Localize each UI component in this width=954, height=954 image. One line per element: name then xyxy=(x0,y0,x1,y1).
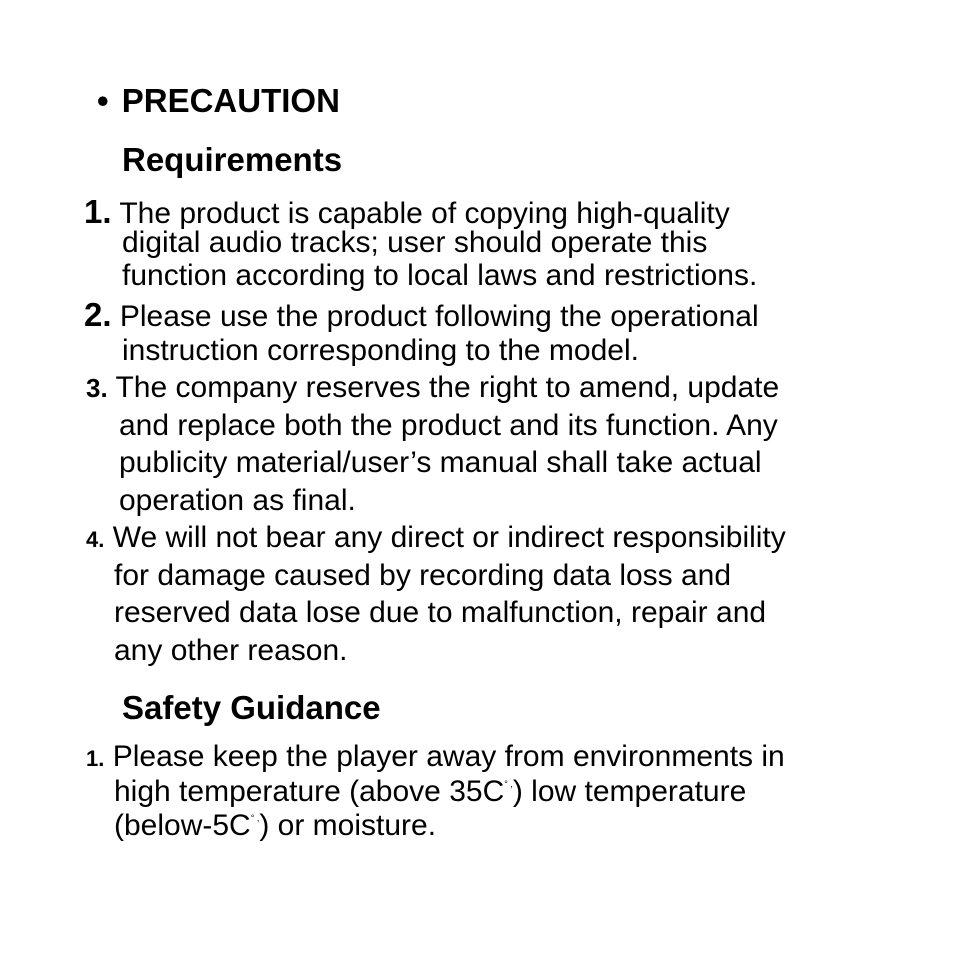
requirement-item-4-line-4: any other reason. xyxy=(114,634,348,667)
requirement-item-3-line-1 xyxy=(86,373,779,403)
item-text: We will not bear any direct or indirect responsibility xyxy=(112,521,786,554)
bullet: • xyxy=(97,82,109,119)
item-text: The product is capable of copying high-quality xyxy=(119,197,730,230)
requirement-item-1-line-2: digital audio tracks; user should operate this xyxy=(122,226,708,259)
item-number: 3. xyxy=(86,373,108,403)
item-number: 2. xyxy=(84,296,112,333)
requirement-item-1-line-3: function according to local laws and restrictions. xyxy=(122,259,758,292)
item-text: Please keep the player away from environments in xyxy=(112,740,785,773)
degree-symbol: ° , xyxy=(504,779,513,789)
text-segment: ) low temperature xyxy=(512,775,747,808)
precaution-heading xyxy=(97,84,340,117)
degree-symbol: ° , xyxy=(250,813,260,823)
requirement-item-3-line-2: and replace both the product and its function. Any xyxy=(119,409,778,442)
requirement-item-2-line-1 xyxy=(84,298,759,332)
requirement-item-4-line-2: for damage caused by recording data loss and xyxy=(114,559,732,592)
text-segment: (below-5C xyxy=(114,809,251,842)
requirement-item-3-line-4: operation as final. xyxy=(119,484,356,517)
text-segment: high temperature (above 35C xyxy=(114,775,505,808)
safety-heading: Safety Guidance xyxy=(122,689,381,726)
requirement-item-1-line-1 xyxy=(84,195,730,229)
requirement-item-3-line-3: publicity material/user’s manual shall take actual xyxy=(119,446,762,479)
item-text: The company reserves the right to amend, update xyxy=(115,371,780,404)
requirement-item-4-line-3: reserved data lose due to malfunction, repair and xyxy=(114,596,767,629)
safety-item-1-line-2 xyxy=(114,777,746,807)
item-number: 1. xyxy=(86,746,105,771)
precaution-title: PRECAUTION xyxy=(121,82,340,119)
text-segment: ) or moisture. xyxy=(259,809,437,842)
safety-item-1-line-3 xyxy=(114,811,436,841)
item-number: 1. xyxy=(84,193,112,230)
item-number: 4. xyxy=(86,527,105,552)
requirement-item-2-line-2: instruction corresponding to the model. xyxy=(122,334,639,367)
item-text: Please use the product following the operational xyxy=(119,300,759,333)
requirements-heading: Requirements xyxy=(122,141,343,178)
requirement-item-4-line-1 xyxy=(86,523,786,553)
safety-item-1-line-1 xyxy=(86,742,785,772)
